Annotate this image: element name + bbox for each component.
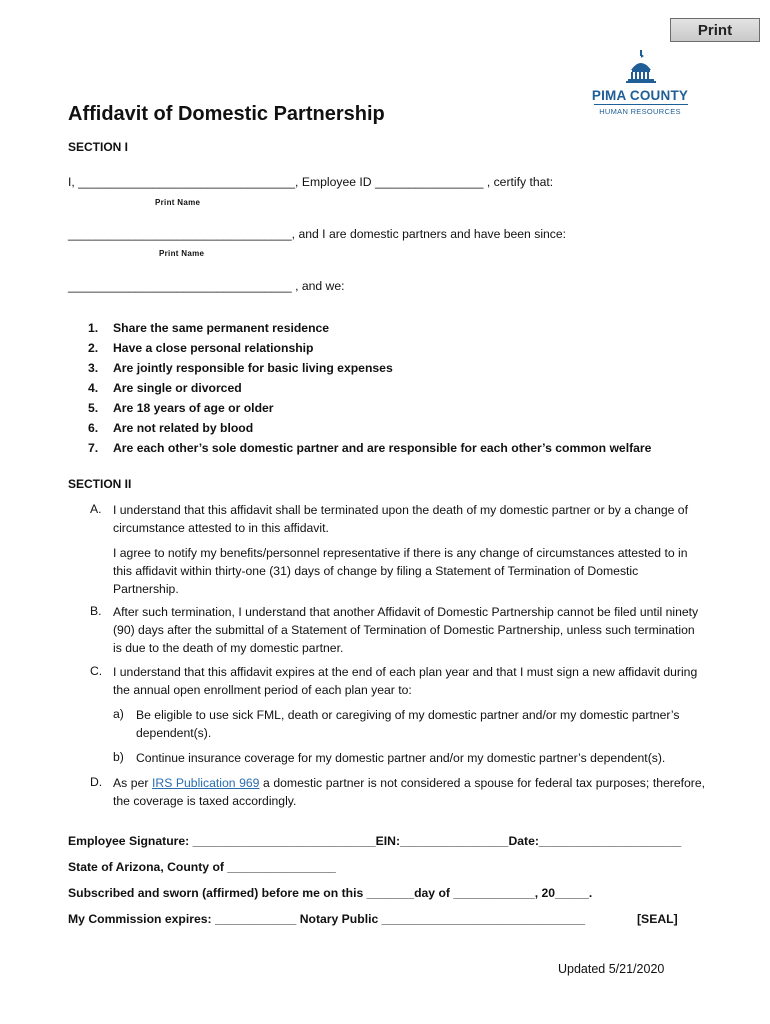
logo-name: PIMA COUNTY — [591, 88, 689, 103]
irs-publication-link[interactable]: IRS Publication 969 — [152, 776, 260, 790]
list-item: 7. Are each other’s sole domestic partner and are responsible for each other’s common welfare — [88, 441, 652, 455]
clause-c-b-marker: b) — [113, 750, 124, 764]
clause-d-marker: D. — [90, 775, 103, 789]
list-item: 3. Are jointly responsible for basic living expenses — [88, 361, 393, 375]
print-name-caption: Print Name — [159, 249, 205, 258]
logo-subtitle: HUMAN RESOURCES — [599, 107, 681, 116]
clause-b-text: After such termination, I understand that another Affidavit of Domestic Partnership cannot be filed until ninety (90) days after the submittal of a Statement of Termination of Domestic Partnership, unless such termination is due to the death of my domestic partner. — [113, 605, 699, 655]
section-1-heading: SECTION I — [68, 140, 129, 154]
employee-signature-line[interactable]: Employee Signature: ___________________________EIN:________________Date:_____________________ — [68, 834, 682, 848]
print-name-caption: Print Name — [155, 198, 201, 207]
seal-placeholder: [SEAL] — [637, 912, 678, 926]
clause-c-b-text: Continue insurance coverage for my domestic partner and/or my domestic partner’s dependent(s). — [136, 751, 666, 765]
clause-c-a-text: Be eligible to use sick FML, death or caregiving of my domestic partner and/or my domestic partner’s dependent(s). — [136, 708, 680, 740]
logo-divider — [594, 104, 688, 105]
requirements-list — [88, 318, 651, 458]
clause-a-marker: A. — [90, 502, 102, 516]
clause-a-text: I understand that this affidavit shall be terminated upon the death of my domestic partner or by a change of circumstance attested to in this affidavit. — [113, 503, 688, 535]
list-item: 1. Share the same permanent residence — [88, 321, 330, 335]
clause-c-marker: C. — [90, 664, 103, 678]
partner-name-line[interactable]: _________________________________, and I are domestic partners and have been since: — [68, 227, 567, 241]
since-date-line[interactable]: _________________________________ , and we: — [68, 279, 345, 293]
clause-a-notice: I agree to notify my benefits/personnel representative if there is any change of circumstances attested to in this affidavit within thirty-one (31) days of change by filing a Statement of Termination of Domestic Partnership. — [113, 546, 688, 596]
list-item: 4. Are single or divorced — [88, 381, 242, 395]
clause-c-a-marker: a) — [113, 707, 124, 721]
list-item: 5. Are 18 years of age or older — [88, 401, 274, 415]
section-2-heading: SECTION II — [68, 477, 132, 491]
clause-c-text: I understand that this affidavit expires at the end of each plan year and that I must sign a new affidavit during the annual open enrollment period of each plan year to: — [113, 665, 698, 697]
list-item: 6. Are not related by blood — [88, 421, 254, 435]
employee-name-line[interactable]: I, ________________________________, Employee ID ________________ , certify that: — [68, 175, 554, 189]
sworn-line[interactable]: Subscribed and sworn (affirmed) before me on this _______day of ____________, 20_____. — [68, 886, 593, 900]
commission-line[interactable]: My Commission expires: ____________ Notary Public ______________________________ — [68, 912, 585, 926]
list-item: 2. Have a close personal relationship — [88, 341, 314, 355]
clause-d-text: As per IRS Publication 969 a domestic partner is not considered a spouse for federal tax purposes; therefore, the coverage is taxed accordingly. — [113, 776, 705, 808]
state-county-line[interactable]: State of Arizona, County of ________________ — [68, 860, 336, 874]
clause-b-marker: B. — [90, 604, 102, 618]
page-title: Affidavit of Domestic Partnership — [68, 103, 385, 125]
print-button[interactable]: Print — [670, 18, 760, 42]
updated-date: Updated 5/21/2020 — [558, 962, 665, 976]
